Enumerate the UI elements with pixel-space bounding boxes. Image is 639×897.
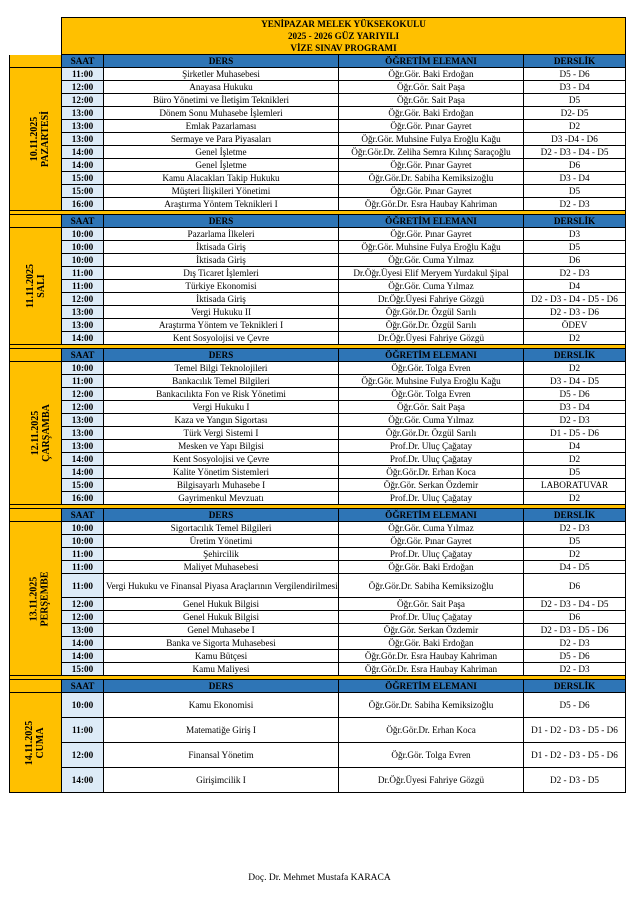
cell-instructor: Öğr.Gör. Cuma Yılmaz [339, 280, 524, 293]
saat-header: SAAT [62, 215, 104, 228]
cell-instructor: Öğr.Gör. Pınar Gayret [339, 185, 524, 198]
cell-time: 15:00 [62, 172, 104, 185]
cell-time: 12:00 [62, 293, 104, 306]
cell-course: Genel Hukuk Bilgisi [104, 598, 339, 611]
table-row [10, 453, 626, 466]
schedule-title [62, 18, 626, 55]
day-date: 10.11.2025 PAZARTESİ [29, 110, 52, 168]
exam-schedule [9, 17, 625, 793]
column-header-row [10, 349, 626, 362]
cell-course: Genel Muhasebe I [104, 624, 339, 637]
cell-instructor: Öğr.Gör. Pınar Gayret [339, 120, 524, 133]
cell-room: D5 [524, 466, 626, 479]
cell-time: 11:00 [62, 68, 104, 81]
cell-time: 10:00 [62, 254, 104, 267]
table-row [10, 185, 626, 198]
saat-header: SAAT [62, 680, 104, 693]
table-row [10, 598, 626, 611]
cell-instructor: Öğr.Gör. Tolga Evren [339, 388, 524, 401]
cell-course: Bilgisayarlı Muhasebe I [104, 479, 339, 492]
cell-room: D3 - D4 - D5 [524, 375, 626, 388]
cell-instructor: Öğr.Gör. Baki Erdoğan [339, 107, 524, 120]
cell-room: D5 [524, 94, 626, 107]
cell-course: Bankacılık Temel Bilgileri [104, 375, 339, 388]
table-row [10, 94, 626, 107]
cell-course: Vergi Hukuku I [104, 401, 339, 414]
cell-time: 13:00 [62, 306, 104, 319]
cell-instructor: Öğr.Gör.Dr. Özgül Sarılı [339, 306, 524, 319]
cell-time: 11:00 [62, 718, 104, 743]
cell-course: Emlak Pazarlaması [104, 120, 339, 133]
cell-time: 14:00 [62, 637, 104, 650]
cell-instructor: Prof.Dr. Uluç Çağatay [339, 440, 524, 453]
cell-course: Sigortacılık Temel Bilgileri [104, 522, 339, 535]
cell-time: 16:00 [62, 492, 104, 505]
cell-course: Araştırma Yöntem ve Teknikleri I [104, 319, 339, 332]
table-row [10, 362, 626, 375]
table-row [10, 306, 626, 319]
cell-time: 14:00 [62, 650, 104, 663]
table-row [10, 81, 626, 94]
table-row [10, 693, 626, 718]
cell-room: D2 - D3 - D4 - D5 - D6 [524, 293, 626, 306]
table-row [10, 280, 626, 293]
room-header: DERSLİK [524, 680, 626, 693]
cell-time: 12:00 [62, 598, 104, 611]
cell-course: Araştırma Yöntem Teknikleri I [104, 198, 339, 211]
school-name: YENİPAZAR MELEK YÜKSEKOKULU [261, 19, 426, 29]
cell-course: Kent Sosyolojisi ve Çevre [104, 332, 339, 345]
cell-instructor: Öğr.Gör. Cuma Yılmaz [339, 254, 524, 267]
instructor-header: ÖĞRETİM ELEMANI [339, 509, 524, 522]
cell-room: D2 - D3 [524, 414, 626, 427]
cell-course: Kamu Bütçesi [104, 650, 339, 663]
table-row [10, 561, 626, 574]
table-row [10, 332, 626, 345]
cell-instructor: Dr.Öğr.Üyesi Fahriye Gözgü [339, 768, 524, 793]
cell-time: 15:00 [62, 185, 104, 198]
cell-course: Matematiğe Giriş I [104, 718, 339, 743]
cell-room: D1 - D2 - D3 - D5 - D6 [524, 743, 626, 768]
cell-time: 11:00 [62, 267, 104, 280]
instructor-header: ÖĞRETİM ELEMANI [339, 349, 524, 362]
cell-room: D2 [524, 332, 626, 345]
cell-time: 15:00 [62, 479, 104, 492]
table-row [10, 535, 626, 548]
table-row [10, 637, 626, 650]
cell-course: Temel Bilgi Teknolojileri [104, 362, 339, 375]
cell-course: Maliyet Muhasebesi [104, 561, 339, 574]
cell-instructor: Öğr.Gör.Dr. Sabiha Kemiksizoğlu [339, 574, 524, 598]
cell-time: 16:00 [62, 198, 104, 211]
cell-instructor: Öğr.Gör. Sait Paşa [339, 81, 524, 94]
table-row [10, 228, 626, 241]
table-row [10, 68, 626, 81]
cell-room: D2 - D3 - D4 - D5 [524, 598, 626, 611]
cell-time: 12:00 [62, 611, 104, 624]
cell-time: 14:00 [62, 146, 104, 159]
table-row [10, 611, 626, 624]
cell-time: 12:00 [62, 81, 104, 94]
cell-room: ÖDEV [524, 319, 626, 332]
cell-room: D5 [524, 241, 626, 254]
ders-header: DERS [104, 215, 339, 228]
table-row [10, 650, 626, 663]
saat-header: SAAT [62, 349, 104, 362]
cell-instructor: Öğr.Gör.Dr. Özgül Sarılı [339, 319, 524, 332]
cell-course: Büro Yönetimi ve İletişim Teknikleri [104, 94, 339, 107]
cell-room: D5 - D6 [524, 693, 626, 718]
cell-instructor: Öğr.Gör. Muhsine Fulya Eroğlu Kağu [339, 241, 524, 254]
cell-room: D6 [524, 611, 626, 624]
cell-instructor: Öğr.Gör. Pınar Gayret [339, 535, 524, 548]
schedule-table [9, 17, 626, 793]
table-row [10, 401, 626, 414]
cell-room: D3 [524, 228, 626, 241]
day-date: 14.11.2025 CUMA [24, 720, 47, 765]
table-row [10, 427, 626, 440]
cell-time: 10:00 [62, 693, 104, 718]
column-header-row [10, 215, 626, 228]
cell-instructor: Prof.Dr. Uluç Çağatay [339, 548, 524, 561]
cell-instructor: Öğr.Gör. Muhsine Fulya Eroğlu Kağu [339, 133, 524, 146]
table-row [10, 293, 626, 306]
cell-time: 13:00 [62, 624, 104, 637]
cell-room: D2 - D3 - D6 [524, 306, 626, 319]
cell-time: 13:00 [62, 120, 104, 133]
cell-room: D5 - D6 [524, 388, 626, 401]
cell-time: 13:00 [62, 414, 104, 427]
table-row [10, 492, 626, 505]
table-row [10, 663, 626, 676]
cell-course: Dönem Sonu Muhasebe İşlemleri [104, 107, 339, 120]
cell-room: D4 - D5 [524, 561, 626, 574]
cell-instructor: Prof.Dr. Uluç Çağatay [339, 492, 524, 505]
cell-time: 11:00 [62, 561, 104, 574]
column-header-row [10, 509, 626, 522]
cell-time: 13:00 [62, 427, 104, 440]
instructor-header: ÖĞRETİM ELEMANI [339, 680, 524, 693]
cell-room: D2- D5 [524, 107, 626, 120]
cell-course: Türkiye Ekonomisi [104, 280, 339, 293]
table-row [10, 267, 626, 280]
cell-instructor: Dr.Öğr.Üyesi Elif Meryem Yurdakul Şipal [339, 267, 524, 280]
cell-time: 12:00 [62, 401, 104, 414]
cell-instructor: Öğr.Gör. Baki Erdoğan [339, 68, 524, 81]
cell-room: D2 - D3 [524, 522, 626, 535]
cell-course: Girişimcilik I [104, 768, 339, 793]
cell-instructor: Öğr.Gör.Dr. Erhan Koca [339, 466, 524, 479]
cell-instructor: Öğr.Gör.Dr. Özgül Sarılı [339, 427, 524, 440]
cell-room: D5 [524, 535, 626, 548]
cell-course: Kalite Yönetim Sistemleri [104, 466, 339, 479]
cell-time: 13:00 [62, 133, 104, 146]
room-header: DERSLİK [524, 55, 626, 68]
table-row [10, 254, 626, 267]
cell-room: D2 [524, 492, 626, 505]
cell-instructor: Öğr.Gör.Dr. Sabiha Kemiksizoğlu [339, 172, 524, 185]
cell-room: D6 [524, 159, 626, 172]
cell-room: D6 [524, 574, 626, 598]
cell-instructor: Öğr.Gör.Dr. Esra Haubay Kahriman [339, 663, 524, 676]
cell-time: 13:00 [62, 440, 104, 453]
cell-course: Genel Hukuk Bilgisi [104, 611, 339, 624]
table-row [10, 388, 626, 401]
cell-room: D1 - D2 - D3 - D5 - D6 [524, 718, 626, 743]
table-row [10, 718, 626, 743]
ders-header: DERS [104, 55, 339, 68]
cell-course: Bankacılıkta Fon ve Risk Yönetimi [104, 388, 339, 401]
table-row [10, 319, 626, 332]
cell-time: 10:00 [62, 362, 104, 375]
cell-time: 14:00 [62, 453, 104, 466]
day-date: 12.11.2025 ÇARŞAMBA [29, 404, 52, 462]
table-row [10, 120, 626, 133]
cell-time: 11:00 [62, 375, 104, 388]
cell-instructor: Öğr.Gör.Dr. Esra Haubay Kahriman [339, 650, 524, 663]
cell-room: D2 [524, 120, 626, 133]
cell-room: D2 - D3 [524, 663, 626, 676]
cell-course: İktisada Giriş [104, 241, 339, 254]
column-header-row [10, 680, 626, 693]
cell-course: Kamu Maliyesi [104, 663, 339, 676]
room-header: DERSLİK [524, 215, 626, 228]
day-label [10, 522, 62, 676]
cell-instructor: Öğr.Gör. Cuma Yılmaz [339, 414, 524, 427]
cell-time: 14:00 [62, 768, 104, 793]
cell-room: D4 [524, 440, 626, 453]
cell-time: 14:00 [62, 466, 104, 479]
cell-course: Vergi Hukuku II [104, 306, 339, 319]
cell-time: 14:00 [62, 332, 104, 345]
cell-course: Üretim Yönetimi [104, 535, 339, 548]
cell-room: D5 - D6 [524, 68, 626, 81]
table-row [10, 107, 626, 120]
cell-instructor: Öğr.Gör.Dr. Zeliha Semra Kılınç Saraçoğlu [339, 146, 524, 159]
cell-room: D6 [524, 254, 626, 267]
cell-time: 11:00 [62, 548, 104, 561]
table-row [10, 159, 626, 172]
cell-room: LABORATUVAR [524, 479, 626, 492]
cell-room: D2 - D3 - D5 [524, 768, 626, 793]
cell-time: 10:00 [62, 522, 104, 535]
cell-room: D4 [524, 280, 626, 293]
cell-instructor: Öğr.Gör. Sait Paşa [339, 401, 524, 414]
cell-room: D2 [524, 453, 626, 466]
program-name: VİZE SINAV PROGRAMI [290, 43, 397, 53]
cell-course: Sermaye ve Para Piyasaları [104, 133, 339, 146]
room-header: DERSLİK [524, 509, 626, 522]
table-row [10, 375, 626, 388]
cell-course: Şirketler Muhasebesi [104, 68, 339, 81]
term-name: 2025 - 2026 GÜZ YARIYILI [287, 31, 400, 41]
table-row [10, 548, 626, 561]
table-row [10, 522, 626, 535]
cell-course: Kaza ve Yangın Sigortası [104, 414, 339, 427]
cell-course: Türk Vergi Sistemi I [104, 427, 339, 440]
cell-time: 13:00 [62, 107, 104, 120]
cell-room: D2 [524, 548, 626, 561]
table-row [10, 414, 626, 427]
table-row [10, 172, 626, 185]
day-date: 13.11.2025 PERŞEMBE [28, 570, 51, 627]
cell-instructor: Öğr.Gör.Dr. Erhan Koca [339, 718, 524, 743]
cell-time: 13:00 [62, 319, 104, 332]
cell-room: D2 - D3 - D4 - D5 [524, 146, 626, 159]
cell-time: 12:00 [62, 388, 104, 401]
ders-header: DERS [104, 509, 339, 522]
table-row [10, 146, 626, 159]
day-label [10, 693, 62, 793]
cell-room: D5 - D6 [524, 650, 626, 663]
cell-course: Pazarlama İlkeleri [104, 228, 339, 241]
cell-time: 12:00 [62, 94, 104, 107]
cell-course: Genel İşletme [104, 159, 339, 172]
cell-time: 14:00 [62, 159, 104, 172]
cell-instructor: Öğr.Gör. Pınar Gayret [339, 159, 524, 172]
cell-room: D2 - D3 [524, 267, 626, 280]
cell-instructor: Öğr.Gör. Sait Paşa [339, 94, 524, 107]
cell-room: D2 [524, 362, 626, 375]
table-row [10, 624, 626, 637]
signature: Doç. Dr. Mehmet Mustafa KARACA [248, 873, 391, 883]
cell-course: Kamu Ekonomisi [104, 693, 339, 718]
cell-instructor: Öğr.Gör. Muhsine Fulya Eroğlu Kağu [339, 375, 524, 388]
cell-time: 12:00 [62, 743, 104, 768]
table-row [10, 574, 626, 598]
cell-instructor: Öğr.Gör.Dr. Sabiha Kemiksizoğlu [339, 693, 524, 718]
cell-time: 10:00 [62, 228, 104, 241]
cell-course: Dış Ticaret İşlemleri [104, 267, 339, 280]
cell-course: Banka ve Sigorta Muhasebesi [104, 637, 339, 650]
cell-instructor: Öğr.Gör. Tolga Evren [339, 743, 524, 768]
saat-header: SAAT [62, 509, 104, 522]
cell-instructor: Prof.Dr. Uluç Çağatay [339, 453, 524, 466]
table-row [10, 479, 626, 492]
room-header: DERSLİK [524, 349, 626, 362]
day-date: 11.11.2025 SALI [24, 264, 47, 308]
cell-instructor: Dr.Öğr.Üyesi Fahriye Gözgü [339, 332, 524, 345]
cell-course: Şehircilik [104, 548, 339, 561]
cell-time: 11:00 [62, 574, 104, 598]
cell-room: D3 - D4 [524, 401, 626, 414]
day-label [10, 362, 62, 505]
cell-course: İktisada Giriş [104, 254, 339, 267]
table-row [10, 198, 626, 211]
day-label [10, 68, 62, 211]
cell-instructor: Prof.Dr. Uluç Çağatay [339, 611, 524, 624]
cell-instructor: Öğr.Gör. Pınar Gayret [339, 228, 524, 241]
cell-time: 11:00 [62, 280, 104, 293]
cell-instructor: Öğr.Gör. Baki Erdoğan [339, 637, 524, 650]
cell-instructor: Öğr.Gör. Tolga Evren [339, 362, 524, 375]
instructor-header: ÖĞRETİM ELEMANI [339, 215, 524, 228]
cell-course: Anayasa Hukuku [104, 81, 339, 94]
day-label [10, 228, 62, 345]
cell-room: D3 - D4 [524, 81, 626, 94]
cell-time: 10:00 [62, 535, 104, 548]
cell-room: D2 - D3 - D5 - D6 [524, 624, 626, 637]
cell-course: Müşteri İlişkileri Yönetimi [104, 185, 339, 198]
cell-course: İktisada Giriş [104, 293, 339, 306]
saat-header: SAAT [62, 55, 104, 68]
cell-time: 10:00 [62, 241, 104, 254]
cell-course: Mesken ve Yapı Bilgisi [104, 440, 339, 453]
cell-instructor: Öğr.Gör. Serkan Özdemir [339, 479, 524, 492]
column-header-row [10, 55, 626, 68]
cell-course: Kent Sosyolojisi ve Çevre [104, 453, 339, 466]
cell-time: 15:00 [62, 663, 104, 676]
cell-course: Finansal Yönetim [104, 743, 339, 768]
cell-room: D2 - D3 [524, 637, 626, 650]
cell-instructor: Öğr.Gör.Dr. Esra Haubay Kahriman [339, 198, 524, 211]
table-row [10, 743, 626, 768]
cell-instructor: Öğr.Gör. Serkan Özdemir [339, 624, 524, 637]
cell-instructor: Öğr.Gör. Cuma Yılmaz [339, 522, 524, 535]
cell-instructor: Dr.Öğr.Üyesi Fahriye Gözgü [339, 293, 524, 306]
cell-room: D3 -D4 - D6 [524, 133, 626, 146]
cell-course: Vergi Hukuku ve Finansal Piyasa Araçlarının Vergilendirilmesi [104, 574, 339, 598]
cell-room: D1 - D5 - D6 [524, 427, 626, 440]
table-row [10, 440, 626, 453]
cell-course: Gayrimenkul Mevzuatı [104, 492, 339, 505]
instructor-header: ÖĞRETİM ELEMANI [339, 55, 524, 68]
cell-course: Genel İşletme [104, 146, 339, 159]
cell-room: D2 - D3 [524, 198, 626, 211]
table-row [10, 133, 626, 146]
cell-instructor: Öğr.Gör. Baki Erdoğan [339, 561, 524, 574]
cell-instructor: Öğr.Gör. Sait Paşa [339, 598, 524, 611]
table-row [10, 466, 626, 479]
table-row [10, 241, 626, 254]
cell-room: D3 - D4 [524, 172, 626, 185]
ders-header: DERS [104, 680, 339, 693]
cell-course: Kamu Alacakları Takip Hukuku [104, 172, 339, 185]
table-row [10, 768, 626, 793]
ders-header: DERS [104, 349, 339, 362]
cell-room: D5 [524, 185, 626, 198]
